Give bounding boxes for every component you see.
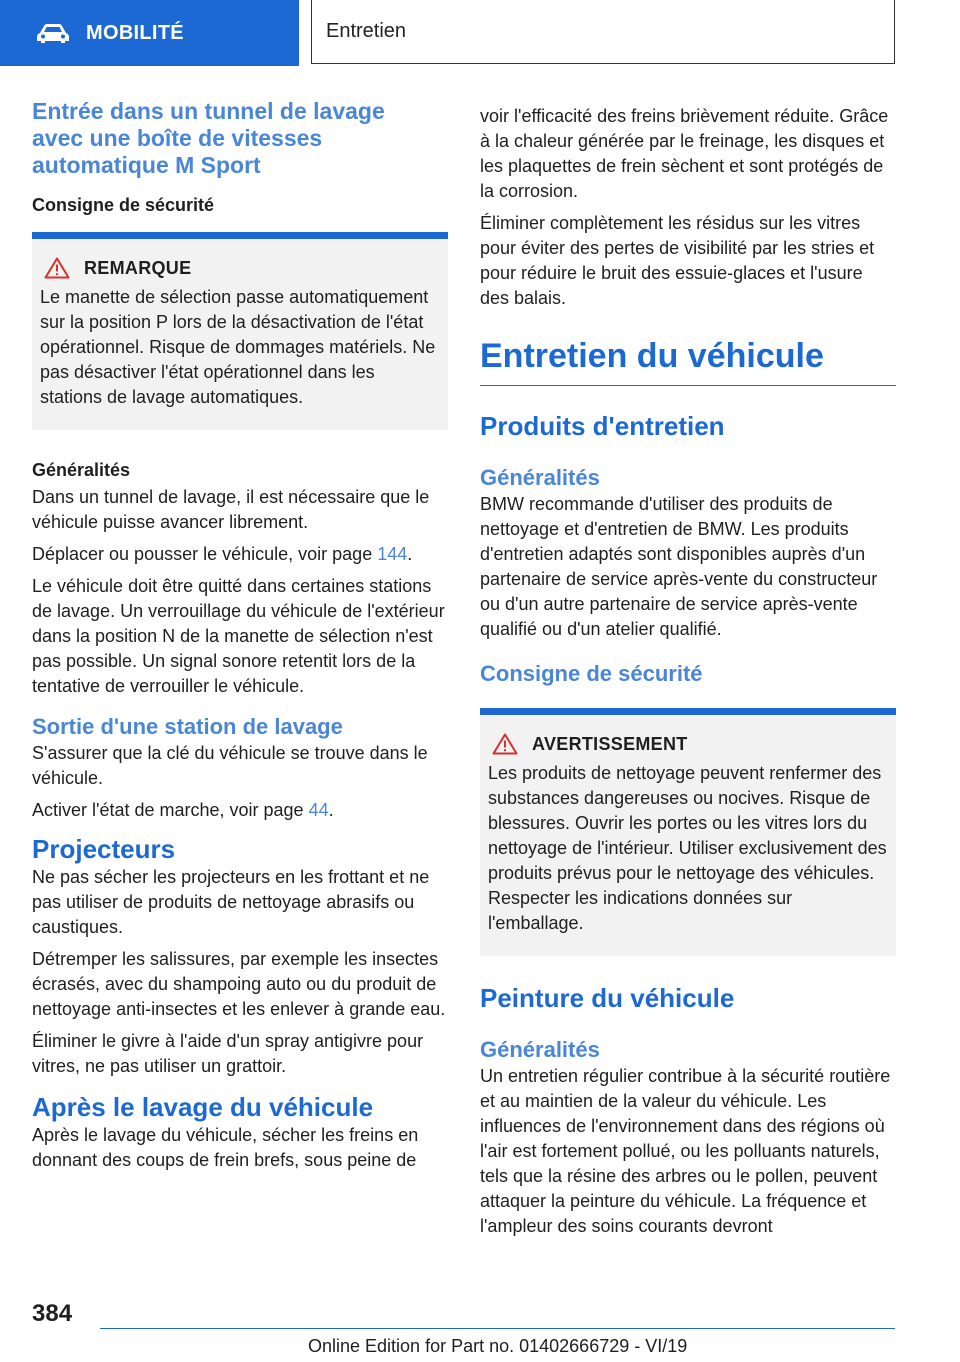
heading-consigne: Consigne de sécurité bbox=[480, 661, 703, 686]
paragraph: BMW recommande d'utiliser des produits de nettoyage et d'entretien de BMW. Les produits d'entretien adaptés sont disponibles auprès d'un partenaire de service après-vente du constructeur ou d'un autre partenaire de service après-vente qualifié ou d'un atelier qualifié. bbox=[480, 494, 878, 639]
notice-box bbox=[32, 232, 448, 430]
left-column bbox=[32, 98, 448, 1180]
heading-entretien: Entretien du véhicule bbox=[480, 337, 824, 375]
warning-text: Les produits de nettoyage peuvent renfermer des substances dangereuses ou nocives. Risque de blessures. Ouvrir les portes ou les vitres lors du nettoyage de l'intérieur. Utiliser exclusivement des produits prévus pour le nettoyage des véhicules. Respecter les indications données sur l'emballage. bbox=[488, 763, 887, 933]
page-link-144[interactable]: 144 bbox=[377, 544, 408, 564]
car-icon bbox=[36, 22, 70, 44]
heading-generalites: Généralités bbox=[32, 460, 131, 480]
right-column bbox=[480, 104, 896, 1246]
heading-generalites: Généralités bbox=[480, 465, 600, 490]
warning-triangle-icon bbox=[44, 257, 70, 279]
heading-generalites-2: Généralités bbox=[480, 1037, 600, 1062]
header-tabs bbox=[0, 0, 960, 66]
chapter-tab-label: Entretien bbox=[326, 20, 407, 42]
text-span: Activer l'état de marche, voir page bbox=[32, 800, 309, 820]
heading-sortie: Sortie d'une station de lavage bbox=[32, 714, 343, 739]
paragraph: Dans un tunnel de lavage, il est nécessaire que le véhicule puisse avancer librement. bbox=[32, 487, 430, 532]
heading-rule bbox=[480, 385, 896, 386]
paragraph: Le véhicule doit être quitté dans certaines stations de lavage. Un verrouillage du véhicule de l'extérieur dans la position N de la manette de sélection n'est pas possible. Un signal sonore retentit lors de la tentative de verrouiller le véhicule. bbox=[32, 576, 445, 696]
paragraph: voir l'efficacité des freins brièvement réduite. Grâce à la chaleur générée par le freinage, les disques et les plaquettes de frein sèchent et sont protégés de la corrosion. bbox=[480, 106, 889, 201]
text-span: Déplacer ou pousser le véhicule, voir page bbox=[32, 544, 378, 564]
paragraph-with-link bbox=[32, 798, 448, 823]
paragraph-with-link bbox=[32, 542, 448, 567]
heading-peinture: Peinture du véhicule bbox=[480, 983, 735, 1013]
page-number: 384 bbox=[32, 1300, 73, 1327]
paragraph: Après le lavage du véhicule, sécher les freins en donnant des coups de frein brefs, sous peine de bbox=[32, 1125, 419, 1170]
heading-tunnel: Entrée dans un tunnel de lavage avec une boîte de vitesses automatique M Sport bbox=[32, 98, 385, 178]
notice-title: REMARQUE bbox=[84, 257, 192, 278]
paragraph: Éliminer le givre à l'aide d'un spray antigivre pour vitres, ne pas utiliser un grattoir. bbox=[32, 1031, 424, 1076]
heading-apres: Après le lavage du véhicule bbox=[32, 1092, 374, 1122]
notice-text: Le manette de sélection passe automatiquement sur la position P lors de la désactivation de l'état opérationnel. Risque de dommages matériels. Ne pas désactiver l'état opérationnel dans les stations de lavage automatiques. bbox=[40, 287, 436, 407]
text-span: . bbox=[328, 800, 334, 820]
paragraph: Un entretien régulier contribue à la sécurité routière et au maintien de la valeur du véhicule. Les influences de l'environnement dans des régions où l'air est fortement pollué, ou les polluants naturels, tels que la résine des arbres ou le pollen, peuvent attaquer la peinture du véhicule. La fréquence et l'ampleur des soins courants devront bbox=[480, 1066, 891, 1236]
text-span: . bbox=[407, 544, 413, 564]
paragraph: Ne pas sécher les projecteurs en les frottant et ne pas utiliser de produits de nettoyage abrasifs ou caustiques. bbox=[32, 867, 430, 937]
paragraph: Éliminer complètement les résidus sur les vitres pour éviter des pertes de visibilité par les stries et pour réduire le bruit des essuie-glaces et l'usure des balais. bbox=[480, 213, 875, 308]
heading-produits: Produits d'entretien bbox=[480, 411, 725, 441]
section-tab-label: MOBILITÉ bbox=[86, 21, 184, 44]
footer-rule bbox=[100, 1328, 895, 1329]
paragraph: S'assurer que la clé du véhicule se trouve dans le véhicule. bbox=[32, 743, 428, 788]
warning-triangle-icon bbox=[492, 733, 518, 755]
chapter-tab[interactable] bbox=[311, 0, 895, 64]
warning-box bbox=[480, 708, 896, 956]
page-link-44[interactable]: 44 bbox=[308, 800, 329, 820]
warning-title: AVERTISSEMENT bbox=[532, 733, 688, 754]
paragraph: Détremper les salissures, par exemple les insectes écrasés, avec du shampoing auto ou du produit de nettoyage anti-insectes et les enlever à grande eau. bbox=[32, 949, 446, 1019]
section-tab[interactable] bbox=[0, 0, 299, 66]
heading-consigne: Consigne de sécurité bbox=[32, 195, 215, 215]
page-footer bbox=[0, 1296, 960, 1362]
edition-text: Online Edition for Part no. 01402666729 - VI/19 bbox=[308, 1336, 688, 1356]
heading-projecteurs: Projecteurs bbox=[32, 834, 176, 864]
